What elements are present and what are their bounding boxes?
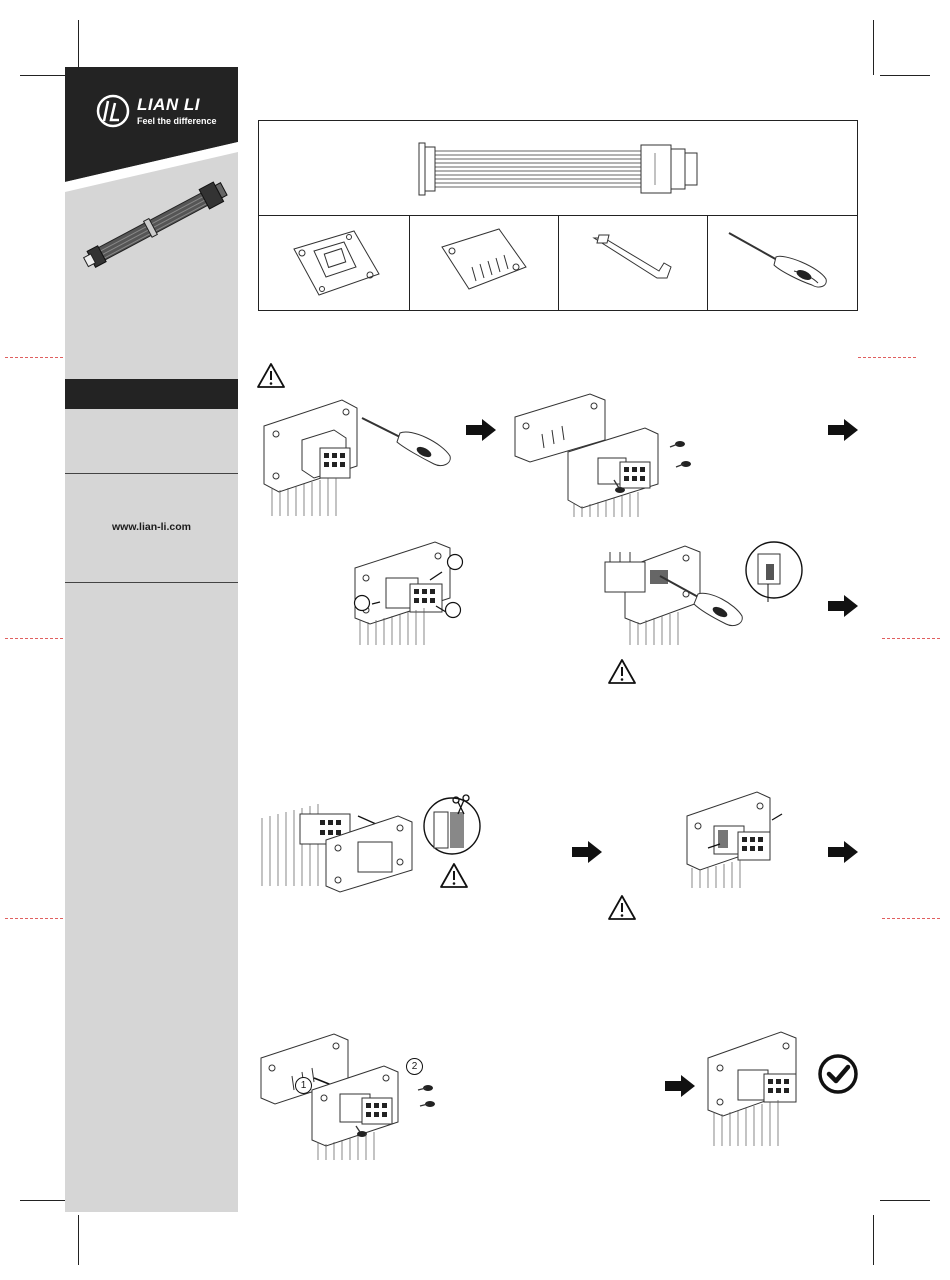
- step4-cut-detail: [420, 790, 484, 860]
- warning-triangle-icon: [256, 362, 286, 390]
- step-marker-1: 1: [295, 1077, 312, 1094]
- step-marker-2: 2: [406, 1058, 423, 1075]
- fold-line: [5, 638, 63, 639]
- crop-mark: [880, 75, 930, 76]
- step3-detail-zoom: [744, 540, 804, 605]
- step1b-illustration: [510, 392, 700, 517]
- fold-line: [882, 638, 940, 639]
- divider: [409, 215, 410, 311]
- arrow-right-icon: [828, 841, 860, 863]
- step4b-illustration: [682, 788, 792, 888]
- arrow-right-icon: [466, 419, 498, 441]
- sidebar-section-bar: [65, 379, 238, 409]
- brand-name: LIAN LI: [137, 95, 200, 114]
- step-marker-circle: [353, 594, 371, 612]
- warning-triangle-icon: [607, 894, 637, 922]
- fold-line: [882, 918, 940, 919]
- screwdriver-image: [724, 231, 834, 291]
- fold-line: [858, 357, 916, 358]
- step3-illustration: [600, 540, 750, 645]
- retention-clip-image: [589, 233, 689, 293]
- crop-mark: [873, 20, 874, 75]
- crop-mark: [20, 1200, 65, 1201]
- step1-illustration: [262, 398, 472, 518]
- crop-mark: [873, 1215, 874, 1265]
- divider: [558, 215, 559, 311]
- warning-triangle-icon: [439, 862, 469, 890]
- extension-cable-image: [419, 139, 719, 199]
- crop-mark: [880, 1200, 930, 1201]
- divider: [707, 215, 708, 311]
- website-link[interactable]: www.lian-li.com: [112, 521, 191, 533]
- lian-li-logo-icon: [95, 93, 135, 133]
- crop-mark: [20, 75, 70, 76]
- fold-line: [5, 918, 63, 919]
- cable-product-image: [83, 175, 233, 275]
- arrow-right-icon: [665, 1075, 697, 1097]
- warning-triangle-icon: [607, 658, 637, 686]
- bracket-part-b-image: [434, 227, 534, 297]
- step4-illustration: [258, 788, 418, 888]
- brand-tagline: Feel the difference: [137, 116, 217, 126]
- divider: [65, 473, 238, 474]
- fold-line: [5, 357, 63, 358]
- arrow-right-icon: [572, 841, 604, 863]
- check-circle-icon: [816, 1052, 860, 1096]
- step-marker-circle: [444, 601, 462, 619]
- arrow-right-icon: [828, 419, 860, 441]
- step-marker-circle: [446, 553, 464, 571]
- step5-illustration: [256, 1030, 446, 1160]
- bracket-part-a-image: [284, 229, 384, 299]
- included-parts-box: [258, 120, 858, 311]
- crop-mark: [78, 1215, 79, 1265]
- sidebar: [65, 67, 238, 1212]
- arrow-right-icon: [828, 595, 860, 617]
- final-illustration: [706, 1028, 806, 1148]
- divider: [65, 582, 238, 583]
